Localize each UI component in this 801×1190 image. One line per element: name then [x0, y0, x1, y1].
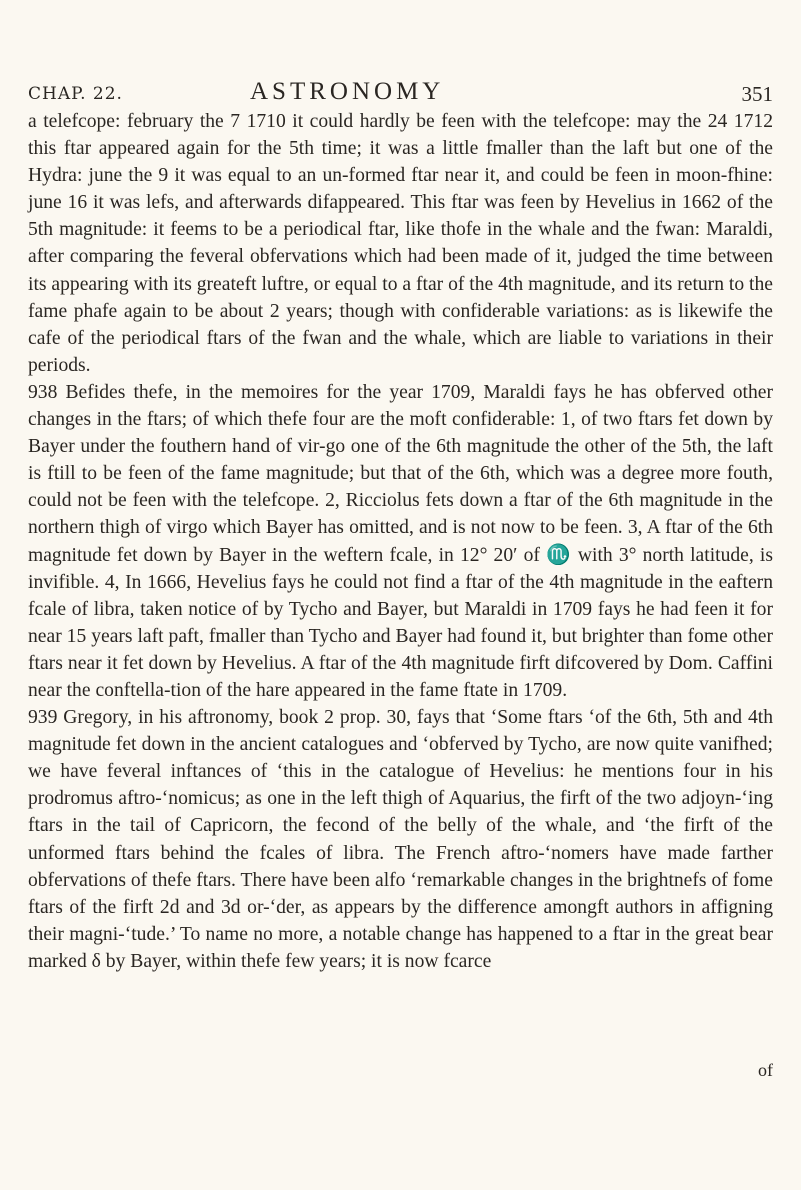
running-header	[28, 78, 773, 108]
running-title: ASTRONOMY	[250, 78, 445, 105]
catchword: of	[758, 1060, 773, 1080]
paragraph-continuation: a telefcope: february the 7 1710 it could hardly be feen with the telefcope: may the 24 1712 this ftar appeared again for the 5th time; it was a little fmaller than the laft but one of the Hydra: june the 9 it was equal to an un-formed ftar near it, and could be feen in moon-fhine: june 16 it was lefs, and afterwards difappeared. This ftar was feen by Hevelius in 1662 of the 5th magnitude: it feems to be a periodical ftar, like thofe in the whale and the fwan: Maraldi, after comparing the feveral obfervations which had been made of it, judged the time between its appearing with its greateft luftre, or equal to a ftar of the 4th magnitude, and its return to the fame phafe again to be about 2 years; though with confiderable variations: as is likewife the cafe of the periodical ftars of the fwan and the whale, which are liable to variations in their periods.	[28, 111, 773, 376]
page-number: 351	[741, 82, 773, 106]
paragraph-939: 939 Gregory, in his aftronomy, book 2 prop. 30, fays that ‘Some ftars ‘of the 6th, 5th and 4th magnitude fet down in the ancient catalogues and ‘obferved by Tycho, are now quite vanifhed; we have feveral inftances of ‘this in the catalogue of Hevelius: he mentions four in his prodromus aftro-‘nomicus; as one in the left thigh of Aquarius, the firft of the two adjoyn-‘ing ftars in the tail of Capricorn, the fecond of the belly of the whale, and ‘the firft of the unformed ftars behind the fcales of libra. The French aftro-‘nomers have made farther obfervations of thefe ftars. There have been alfo ‘remarkable changes in the brightnefs of fome ftars of the firft 2d and 3d or-‘der, as appears by the difference amongft authors in affigning their magni-‘tude.’ To name no more, a notable change has happened to a ftar in the great bear marked δ by Bayer, within thefe few years; it is now fcarce	[28, 707, 773, 972]
chapter-label: CHAP. 22.	[28, 84, 123, 104]
paragraph-938: 938 Befides thefe, in the memoires for the year 1709, Maraldi fays he has obferved other changes in the ftars; of which thefe four are the moft confiderable: 1, of two ftars fet down by Bayer under the fouthern hand of vir-go one of the 6th magnitude the other of the 5th, the laft is ftill to be feen of the fame magnitude; but that of the 6th, which was a degree more fouth, could not be feen with the telefcope. 2, Ricciolus fets down a ftar of the 6th magnitude in the northern thigh of virgo which Bayer has omitted, and is not now to be feen. 3, A ftar of the 6th magnitude fet down by Bayer in the weftern fcale, in 12° 20′ of ♏ with 3° north latitude, is invifible. 4, In 1666, Hevelius fays he could not find a ftar of the 4th magnitude in the eaftern fcale of libra, taken notice of by Tycho and Bayer, but Maraldi in 1709 fays he had feen it for near 15 years laft paft, fmaller than Tycho and Bayer had found it, but brighter than fome other ftars near it fet down by Hevelius. A ftar of the 4th magnitude firft difcovered by Dom. Caffini near the conftella-tion of the hare appeared in the fame ftate in 1709.	[28, 381, 773, 701]
body-text	[28, 108, 773, 975]
